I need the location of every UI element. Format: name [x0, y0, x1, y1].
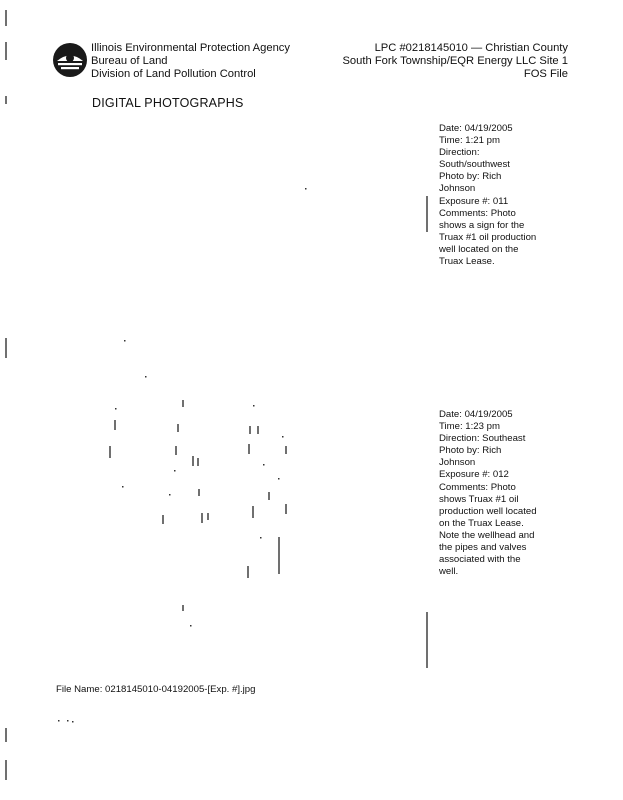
agency-name: Illinois Environmental Protection Agency	[91, 42, 290, 54]
file-name: File Name: 0218145010-04192005-[Exp. #].jpg	[56, 684, 256, 695]
bureau-name: Bureau of Land	[91, 55, 168, 67]
caption-line: Time: 1:21 pm	[439, 135, 500, 147]
caption-line: Time: 1:23 pm	[439, 421, 500, 433]
division-name: Division of Land Pollution Control	[91, 68, 256, 80]
caption-line: Comments: Photo	[439, 207, 516, 219]
lpc-number: LPC #0218145010 — Christian County	[374, 42, 568, 54]
caption-line: shows Truax #1 oil	[439, 493, 519, 505]
document-title: DIGITAL PHOTOGRAPHS	[92, 96, 244, 110]
caption-line: production well located	[439, 505, 537, 517]
caption-line: shows a sign for the	[439, 219, 525, 231]
caption-line: associated with the	[439, 554, 521, 566]
caption-line: well located on the	[439, 243, 519, 255]
caption-line: Note the wellhead and	[439, 529, 535, 541]
caption-line: Date: 04/19/2005	[439, 409, 513, 420]
caption-line: Comments: Photo	[439, 481, 516, 493]
caption-line: Exposure #: 012	[439, 469, 509, 481]
caption-line: Direction:	[439, 147, 480, 159]
file-type: FOS File	[523, 68, 568, 80]
site-name: South Fork Township/EQR Energy LLC Site 1	[342, 55, 568, 67]
caption-line: Photo by: Rich	[439, 445, 502, 457]
caption-line: Direction: Southeast	[439, 433, 526, 445]
caption-line: Johnson	[439, 183, 476, 195]
caption-line: Johnson	[439, 457, 476, 469]
caption-line: Exposure #: 011	[439, 195, 509, 207]
caption-line: Truax Lease.	[439, 256, 495, 268]
caption-line: South/southwest	[439, 159, 510, 171]
caption-line: well.	[439, 566, 459, 578]
caption-line: Truax #1 oil production	[439, 231, 537, 243]
caption-line: Date: 04/19/2005	[439, 123, 513, 134]
caption-line: on the Truax Lease.	[439, 517, 524, 529]
caption-line: Photo by: Rich	[439, 171, 502, 183]
caption-line: the pipes and valves	[439, 542, 527, 554]
